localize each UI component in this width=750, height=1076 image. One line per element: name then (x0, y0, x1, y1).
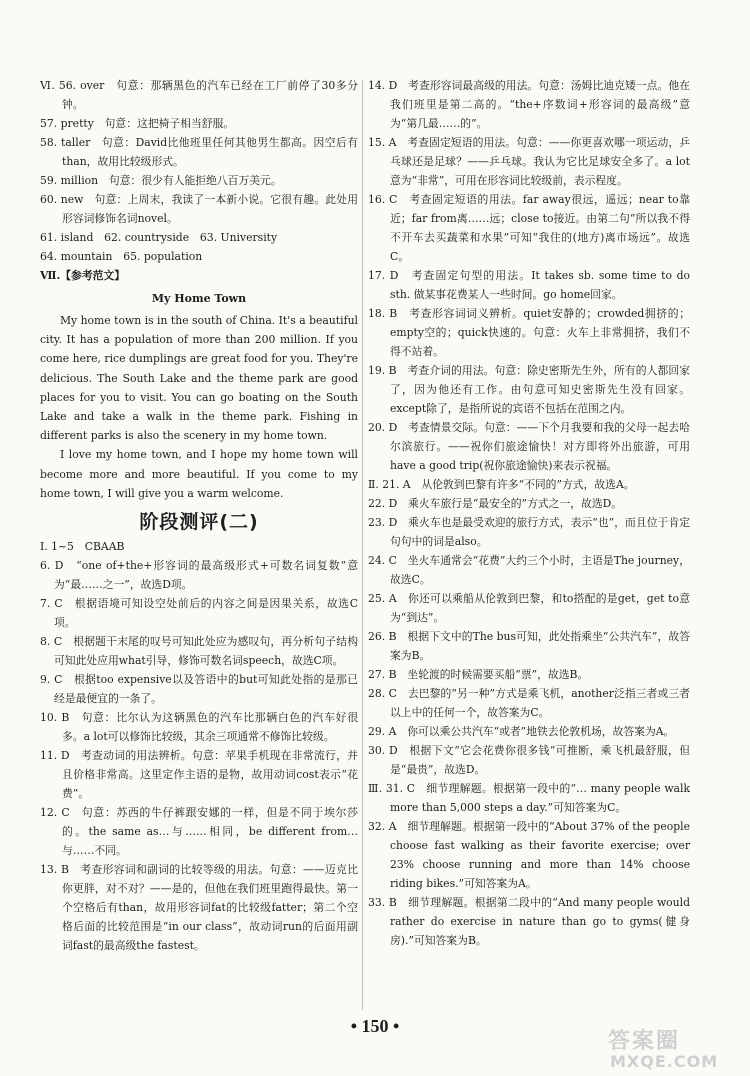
right-column (368, 76, 690, 950)
answer-entry: 64. mountain 65. population (40, 250, 203, 263)
answer-entry: 59. million 句意：很少有人能拒绝八百万美元。 (40, 174, 282, 187)
answer-entry: 14. D 考查形容词最高级的用法。句意：汤姆比迪克矮一点。他在我们班里是第二高的。“the+序数词+形容词的最高级”意为“第几最……的”。 (368, 79, 690, 130)
section-title: 阶段测评(二) (139, 511, 259, 534)
answer-entry: 28. C 去巴黎的“另一种”方式是乘飞机，another泛指三者或三者以上中的任何一个，故答案为C。 (368, 687, 690, 719)
watermark-logo (600, 1024, 748, 1074)
left-column (40, 76, 358, 955)
column-divider (362, 80, 363, 1010)
answer-entry: 20. D 考查情景交际。句意：——下个月我要和我的父母一起去哈尔滨旅行。——祝你们旅途愉快！对方即将外出旅游，可用have a good trip(祝你旅途愉快)来表示祝福。 (368, 421, 690, 472)
essay-title: My Home Town (151, 292, 247, 305)
answer-entry: 33. B 细节理解题。根据第二段中的“And many people would rather do exercise in nature than go to gyms(健身房).”可知答案为B。 (368, 896, 690, 947)
answer-entry: 58. taller 句意：David比他班里任何其他男生都高。因空后有than，故用比较级形式。 (40, 136, 358, 168)
answer-entry: 6. D “one of+the+形容词的最高级形式+可数名词复数”意为“最……之一”，故选D项。 (40, 559, 358, 592)
answer-entry: 25. A 你还可以乘船从伦敦到巴黎，和to搭配的是get，get to意为“到达”。 (368, 592, 690, 624)
answer-entry: 26. B 根据下文中的The bus可知，此处指乘坐“公共汽车”，故答案为B。 (368, 630, 690, 662)
answer-entry: 12. C 句意：苏西的牛仔裤跟安娜的一样，但是不同于埃尔莎的。the same as…与……相同，be different from…与……不同。 (40, 806, 358, 858)
answer-entry: 13. B 考查形容词和副词的比较等级的用法。句意：——迈克比你更胖，对不对？——是的，但他在我们班里跑得最快。第一个空格后有than，故用形容词fat的比较级fatter；第二个空格后面的比较范围是“in our class”，故动词run的后面用副词fast的最高级the fastest。 (40, 863, 358, 953)
answer-entry: 32. A 细节理解题。根据第一段中的“About 37% of the people choose fast walking as their favorite exercise; over 23% choose running and more than 14% choose riding bikes.”可知答案为A。 (368, 820, 690, 890)
answer-entry: 19. B 考查介词的用法。句意：除史密斯先生外，所有的人都回家了，因为他还有工作。由句意可知史密斯先生没有回家。except除了，是指所说的宾语不包括在范围之内。 (368, 364, 690, 415)
watermark-mark: 答案圈 (608, 1029, 681, 1054)
answer-entry: Ⅲ. 31. C 细节理解题。根据第一段中的“… many people walk more than 5,000 steps a day.”可知答案为C。 (368, 782, 690, 814)
answer-entry: 17. D 考查固定句型的用法。It takes sb. some time to do sth. 做某事花费某人一些时间。go home回家。 (368, 269, 690, 301)
answer-entry: Ⅱ. 21. A 从伦敦到巴黎有许多“不同的”方式，故选A。 (368, 478, 635, 491)
essay-paragraph: I love my home town, and I hope my home town will become more and more beautiful. If you come to my home town, I will give you a warm welcome. (40, 448, 358, 500)
answer-entry: Ⅰ. 1~5 CBAAB (40, 540, 125, 554)
answer-entry: 27. B 坐轮渡的时候需要买船“票”，故选B。 (368, 668, 589, 681)
answer-entry: 8. C 根据题干末尾的叹号可知此处应为感叹句，再分析句子结构可知此处应用what引导，修饰可数名词speech，故选C项。 (40, 635, 358, 668)
answer-entry: 9. C 根据too expensive以及答语中的but可知此处指的是那已经是最便宜的一条了。 (40, 673, 358, 706)
answer-entry: 29. A 你可以乘公共汽车“或者”地铁去伦敦机场，故答案为A。 (368, 725, 675, 738)
answer-entry: Ⅵ. 56. over 句意：那辆黑色的汽车已经在工厂前停了30多分钟。 (40, 79, 358, 111)
answer-entry: 7. C 根据语境可知设空处前后的内容之间是因果关系，故选C项。 (40, 597, 358, 630)
answer-entry: 15. A 考查固定短语的用法。句意：——你更喜欢哪一项运动，乒乓球还是足球？——乒乓球。我认为它比足球安全多了。a lot意为“非常”，可用在形容词比较级前，表示程度。 (368, 136, 690, 187)
answer-entry: 18. B 考查形容词词义辨析。quiet安静的；crowded拥挤的；empty空的；quick快速的。句意：火车上非常拥挤，我们不得不站着。 (368, 307, 690, 358)
answer-entry: 24. C 坐火车通常会“花费”大约三个小时，主语是The journey，故选C。 (368, 554, 690, 586)
answer-entry: 22. D 乘火车旅行是“最安全的”方式之一，故选D。 (368, 497, 623, 510)
answer-entry: 10. B 句意：比尔认为这辆黑色的汽车比那辆白色的汽车好很多。a lot可以修饰比较级，其余三项通常不修饰比较级。 (40, 711, 358, 744)
answer-entry: 57. pretty 句意：这把椅子相当舒服。 (40, 117, 235, 130)
page-number: • 150 • (350, 1016, 400, 1036)
watermark-text: MXQE.COM (610, 1052, 719, 1071)
essay-heading: Ⅶ.【参考范文】 (40, 269, 126, 282)
essay-paragraph: My home town is in the south of China. It's a beautiful city. It has a population of more than 200 million. If you come here, rice dumplings are great food for you. They're delicious. The South Lake and the theme park are good places for you to visit. You can go boating on the South Lake and take a walk in the theme park. Fishing in different parks is also the scenery in my home town. (40, 314, 358, 443)
answer-entry: 23. D 乘火车也是最受欢迎的旅行方式，表示“也”，而且位于肯定句句中的词是also。 (368, 516, 690, 548)
answer-entry: 60. new 句意：上周末，我读了一本新小说。它很有趣。此处用形容词修饰名词novel。 (40, 193, 358, 225)
answer-entry: 11. D 考查动词的用法辨析。句意：苹果手机现在非常流行，并且价格非常高。这里定作主语的是物，故用动词cost表示“花费”。 (40, 749, 358, 801)
answer-entry: 61. island 62. countryside 63. University (40, 231, 278, 244)
answer-entry: 30. D 根据下文“它会花费你很多钱”可推断，乘飞机最舒服，但是“最贵”，故选D。 (368, 744, 690, 776)
answer-entry: 16. C 考查固定短语的用法。far away很远，遥远；near to靠近；far from离……远；close to接近。由第二句“所以我不得不开车去买蔬菜和水果”可知“我住的(地方)离市场远”。故选C。 (368, 193, 690, 263)
